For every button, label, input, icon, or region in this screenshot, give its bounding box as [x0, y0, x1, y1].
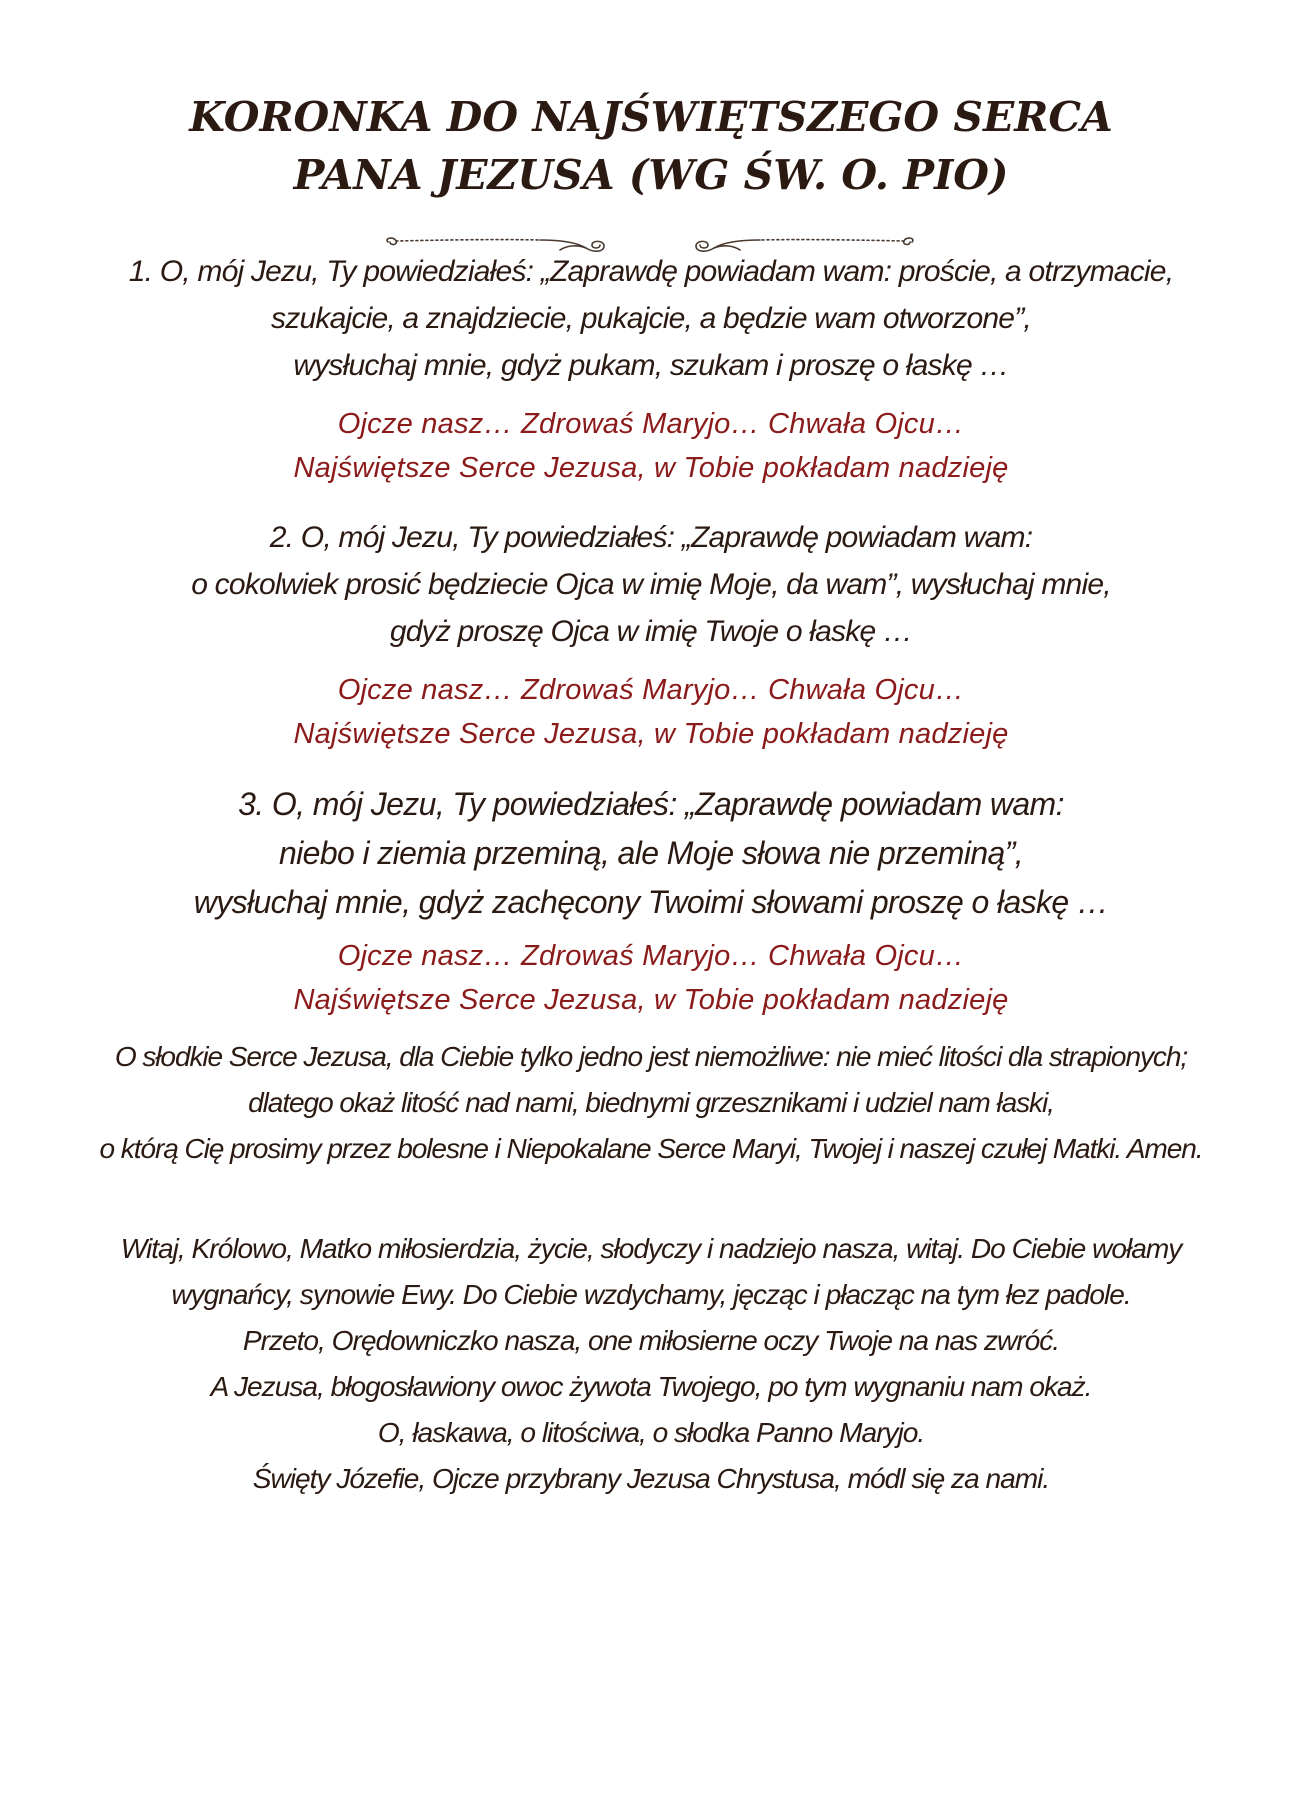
prayer-refrain-2 — [0, 668, 1302, 756]
closing-line: dlatego okaż litość nad nami, biednymi grzesznikami i udziel nam łaski, — [248, 1087, 1054, 1118]
petition-line: 3. O, mój Jezu, Ty powiedziałeś: „Zaprawdę powiadam wam: — [238, 786, 1064, 822]
title-line-1: KORONKA DO NAJŚWIĘTSZEGO SERCA — [189, 93, 1113, 141]
closing-line: O słodkie Serce Jezusa, dla Ciebie tylko jedno jest niemożliwe: nie mieć litości dla strapionych; — [114, 1041, 1188, 1072]
closing-prayer — [0, 1034, 1302, 1172]
petition-1 — [0, 248, 1302, 389]
petition-3 — [0, 780, 1302, 927]
petition-line: gdyż proszę Ojca w imię Twoje o łaskę … — [389, 615, 913, 648]
prayer-refrain-1 — [0, 402, 1302, 490]
salve-line: Święty Józefie, Ojcze przybrany Jezusa Chrystusa, módl się za nami. — [252, 1463, 1050, 1494]
petition-line: wysłuchaj mnie, gdyż zachęcony Twoimi słowami proszę o łaskę … — [193, 884, 1109, 920]
page-title — [0, 88, 1302, 204]
title-line-2: PANA JEZUSA (WG ŚW. O. PIO) — [293, 151, 1009, 199]
prayer-line: Najświętsze Serce Jezusa, w Tobie pokładam nadzieję — [293, 718, 1009, 750]
closing-line: o którą Cię prosimy przez bolesne i Niepokalane Serce Maryi, Twojej i naszej czułej Matki. Amen. — [99, 1133, 1203, 1164]
petition-line: niebo i ziemia przeminą, ale Moje słowa nie przeminą”, — [278, 835, 1024, 871]
petition-2 — [0, 514, 1302, 655]
salve-regina — [0, 1226, 1302, 1502]
petition-line: szukajcie, a znajdziecie, pukajcie, a będzie wam otworzone”, — [271, 302, 1031, 335]
prayer-line: Ojcze nasz… Zdrowaś Maryjo… Chwała Ojcu… — [337, 674, 965, 706]
salve-line: A Jezusa, błogosławiony owoc żywota Twojego, po tym wygnaniu nam okaż. — [210, 1371, 1092, 1402]
petition-line: 1. O, mój Jezu, Ty powiedziałeś: „Zaprawdę powiadam wam: proście, a otrzymacie, — [128, 255, 1174, 288]
prayer-line: Ojcze nasz… Zdrowaś Maryjo… Chwała Ojcu… — [337, 408, 965, 440]
prayer-line: Najświętsze Serce Jezusa, w Tobie pokładam nadzieję — [293, 452, 1009, 484]
salve-line: Witaj, Królowo, Matko miłosierdzia, życie, słodyczy i nadziejo nasza, witaj. Do Ciebie wołamy — [120, 1233, 1182, 1264]
salve-line: wygnańcy, synowie Ewy. Do Ciebie wzdychamy, jęcząc i płacząc na tym łez padole. — [171, 1279, 1131, 1310]
petition-line: wysłuchaj mnie, gdyż pukam, szukam i proszę o łaskę … — [293, 349, 1009, 382]
salve-line: O, łaskawa, o litościwa, o słodka Panno Maryjo. — [377, 1417, 925, 1448]
petition-line: 2. O, mój Jezu, Ty powiedziałeś: „Zaprawdę powiadam wam: — [269, 521, 1033, 554]
prayer-line: Najświętsze Serce Jezusa, w Tobie pokładam nadzieję — [293, 984, 1009, 1016]
prayer-line: Ojcze nasz… Zdrowaś Maryjo… Chwała Ojcu… — [337, 940, 965, 972]
prayer-refrain-3 — [0, 934, 1302, 1022]
salve-line: Przeto, Orędowniczko nasza, one miłosierne oczy Twoje na nas zwróć. — [242, 1325, 1060, 1356]
petition-line: o cokolwiek prosić będziecie Ojca w imię Moje, da wam”, wysłuchaj mnie, — [191, 568, 1111, 601]
